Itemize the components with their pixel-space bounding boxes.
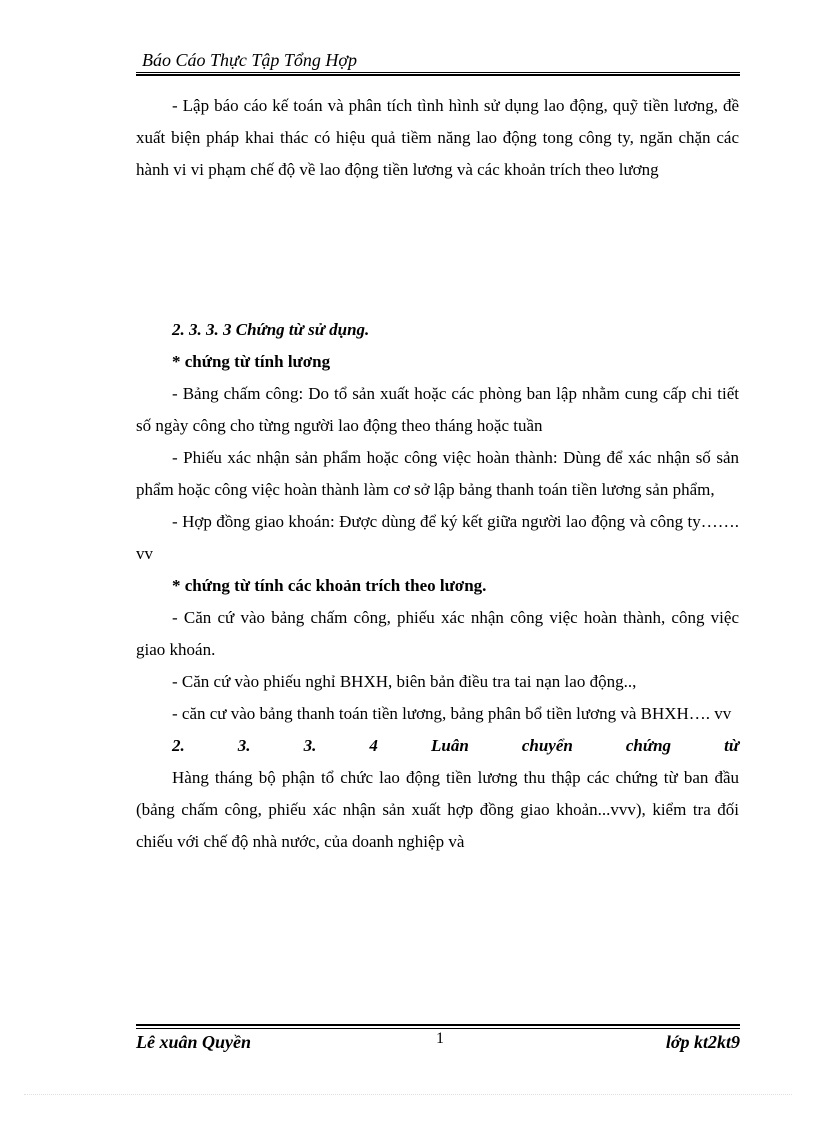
spacer [136, 186, 739, 314]
item-can-cu-3: - căn cư vào bảng thanh toán tiền lương, bảng phân bổ tiền lương và BHXH…. vv [172, 704, 732, 723]
section-heading-2334: 2. 3. 3. 4 Luân chuyển chứng từ [172, 736, 739, 755]
page-bottom-border [24, 1094, 792, 1095]
footer-rule-thick [136, 1024, 740, 1026]
item-can-cu-2: - Căn cứ vào phiếu nghỉ BHXH, biên bản điều tra tai nạn lao động.., [172, 672, 637, 691]
header-title: Báo Cáo Thực Tập Tổng Hợp [142, 50, 357, 70]
footer-author: Lê xuân Quyền [136, 1032, 252, 1052]
item-can-cu-1: - Căn cứ vào bảng chấm công, phiếu xác nhận công việc hoàn thành, công việc giao khoán. [136, 608, 739, 659]
header-rule-thin [136, 72, 740, 73]
header-rule-thick [136, 74, 740, 76]
section-heading-2333: 2. 3. 3. 3 Chứng từ sử dụng. [172, 320, 370, 339]
footer-rule-thin [136, 1028, 740, 1029]
item-hop-dong-giao-khoan: - Hợp đồng giao khoán: Được dùng để ký kết giữa người lao động và công ty……. vv [136, 512, 739, 563]
footer-class: lớp kt2kt9 [665, 1032, 740, 1052]
footer-page-number: 1 [436, 1030, 444, 1047]
page-header [136, 48, 740, 72]
body-text [136, 90, 739, 858]
paragraph-luan-chuyen: Hàng tháng bộ phận tổ chức lao động tiền lương thu thập các chứng từ ban đầu (bảng chấm công, phiếu xác nhận sản xuất hợp đồng giao khoản...vvv), kiểm tra đối chiếu với chế độ nhà nước, của doanh nghiệp và [136, 768, 739, 851]
item-phieu-xac-nhan: - Phiếu xác nhận sản phẩm hoặc công việc hoàn thành: Dùng để xác nhận số sản phẩm hoặc công việc hoàn thành làm cơ sở lập bảng thanh toán tiền lương sản phẩm, [136, 448, 739, 499]
subheading-chung-tu-tinh-luong: * chứng từ tính lương [172, 352, 331, 371]
intro-paragraph: - Lập báo cáo kế toán và phân tích tình hình sử dụng lao động, quỹ tiền lương, đề xuất biện pháp khai thác có hiệu quả tiềm năng lao động tong công ty, ngăn chặn các hành vi vi phạm chế độ về lao động tiền lương và các khoản trích theo lương [136, 96, 739, 179]
subheading-khoan-trich: * chứng từ tính các khoản trích theo lương. [172, 576, 487, 595]
item-bang-cham-cong: - Bảng chấm công: Do tổ sản xuất hoặc các phòng ban lập nhằm cung cấp chi tiết số ngày công cho từng người lao động theo tháng hoặc tuần [136, 384, 739, 435]
